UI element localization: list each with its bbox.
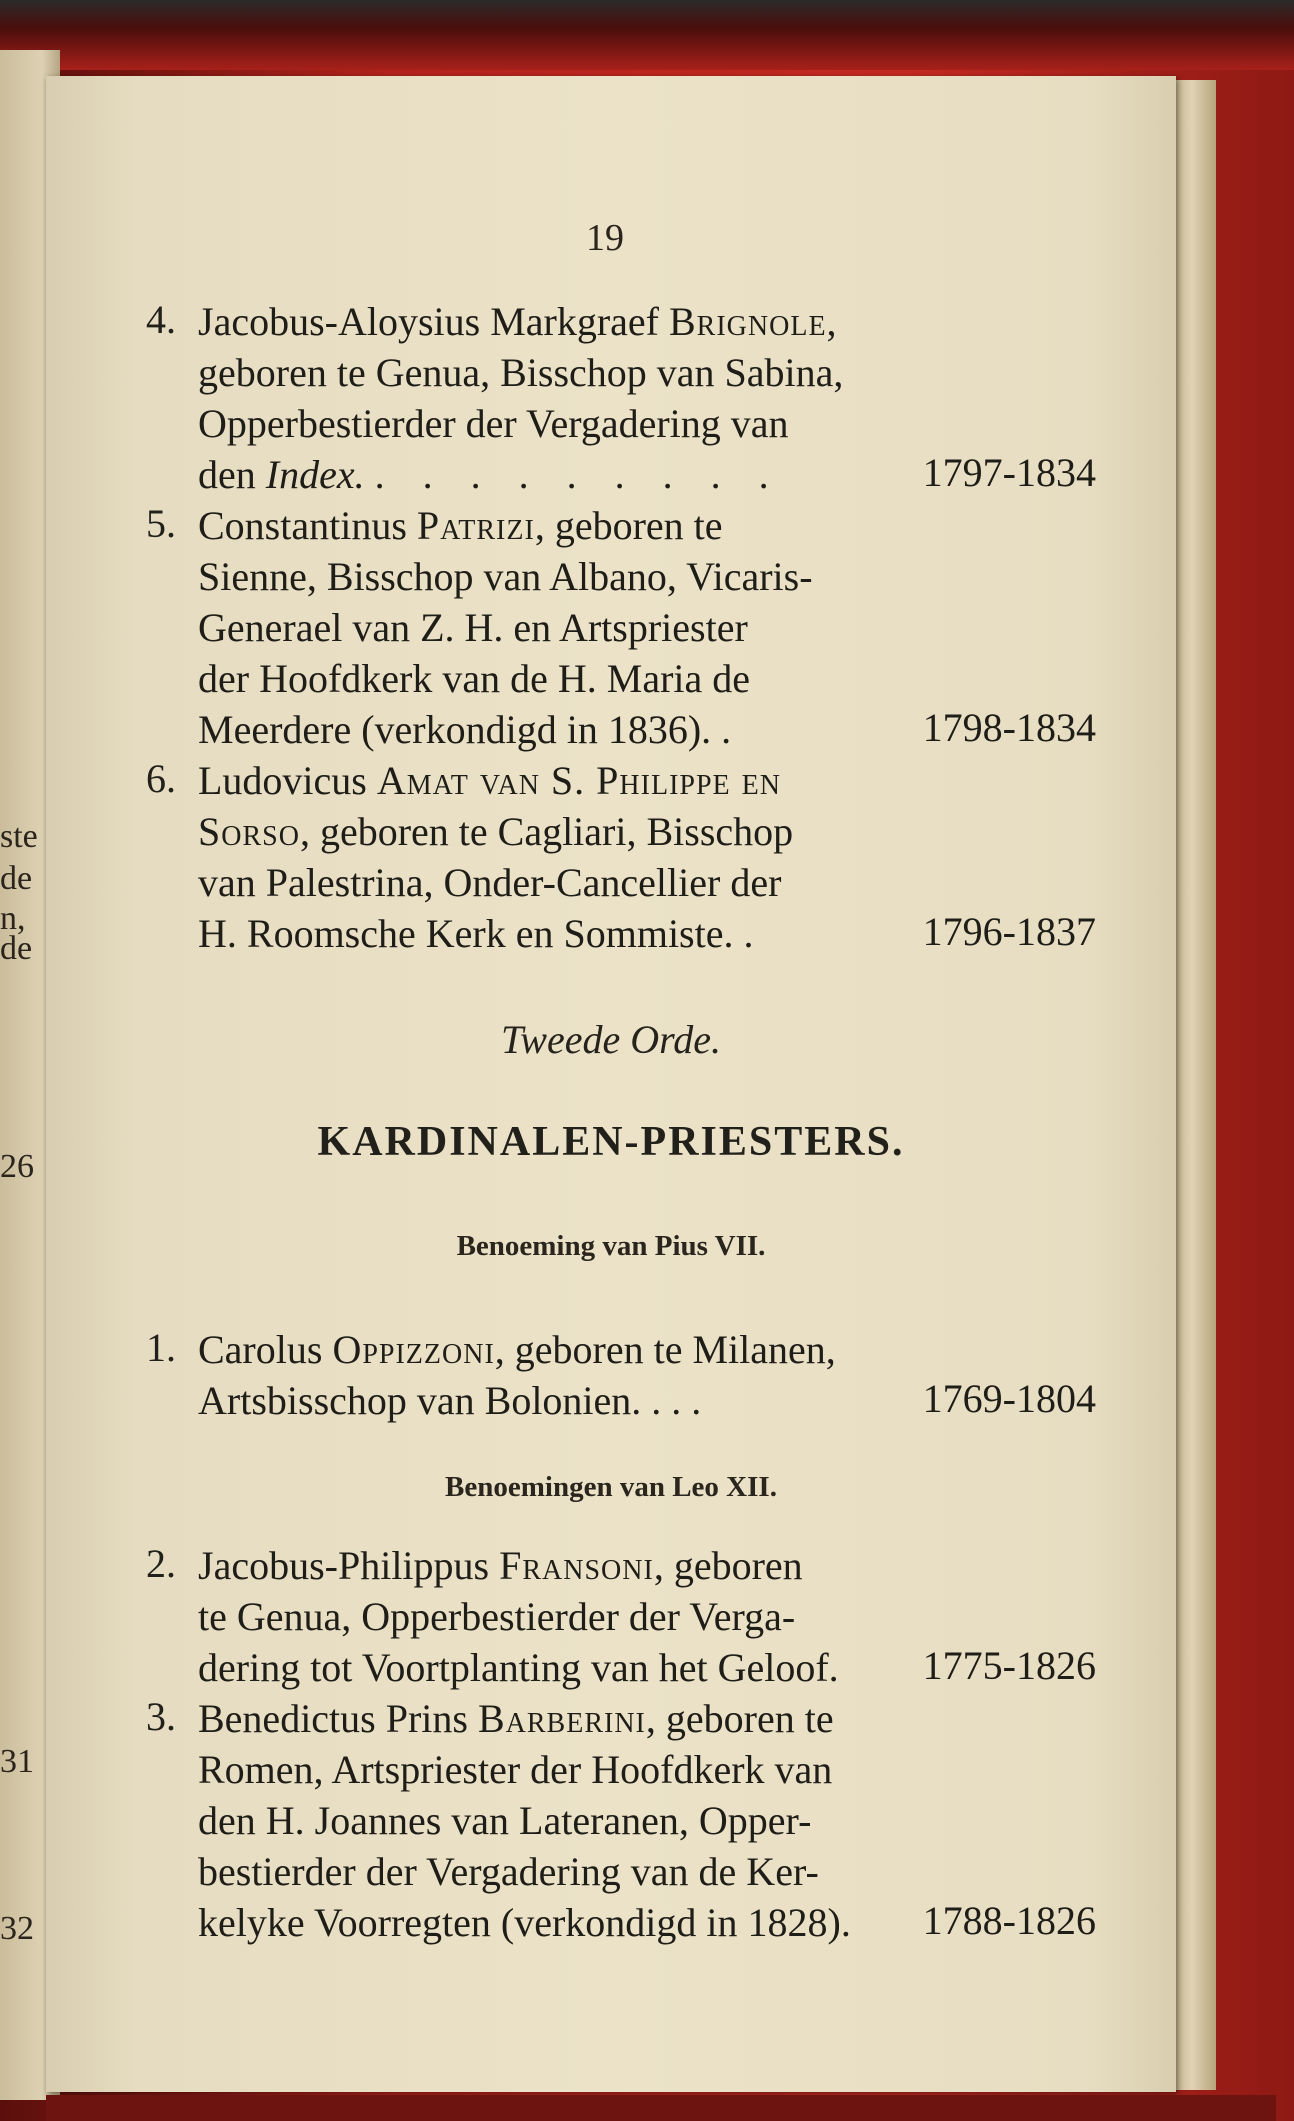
page-edge [1176,80,1216,2090]
entry-line: Generael van Z. H. en Artspriester [198,605,748,650]
entry-number: 1. [146,1325,176,1370]
page-number: 19 [586,217,624,259]
entry-line: der Hoofdkerk van de H. Maria de [198,656,751,701]
entry-line: te Genua, Opperbestierder der Verga- [198,1594,796,1639]
entry-years: 1796-1837 [922,909,1096,954]
prev-fragment: 31 [0,1743,34,1780]
entry-number: 2. [146,1541,176,1586]
entry-years: 1775-1826 [922,1643,1096,1688]
entry-line: kelyke Voorregten (verkondigd in 1828). [198,1900,851,1945]
entry-years: 1797-1834 [922,450,1096,495]
entry-number: 6. [146,756,176,801]
book-bottom-edge [46,2095,1276,2121]
entry-number: 5. [146,501,176,546]
book-page [46,76,1176,2092]
prev-fragment: n, [0,900,26,937]
entry-number: 3. [146,1694,176,1739]
entry-line: Jacobus-Aloysius Markgraef Brignole, [198,299,838,344]
entry-line: H. Roomsche Kerk en Sommiste. . [198,911,754,956]
entry-line: Constantinus Patrizi, geboren te [198,503,723,548]
entry-years: 1798-1834 [922,705,1096,750]
entry-line: Jacobus-Philippus Fransoni, geboren [198,1543,803,1588]
entry-line: Opperbestierder der Vergadering van [198,401,789,446]
entry-years: 1769-1804 [922,1376,1096,1421]
prev-fragment: 26 [0,1148,34,1185]
subheading: Benoemingen van Leo XII. [445,1471,777,1503]
prev-fragment: 32 [0,1910,34,1947]
entry-number: 4. [146,297,176,342]
list-item [146,1540,1096,1693]
entry-line: Sienne, Bisschop van Albano, Vicaris- [198,554,813,599]
entry-line: Artsbisschop van Bolonien. . . . [198,1378,702,1423]
entry-years: 1788-1826 [922,1898,1096,1943]
list-item [146,1324,1096,1426]
entry-line: dering tot Voortplanting van het Geloof. [198,1645,839,1690]
entry-line: bestierder der Vergadering van de Ker- [198,1849,819,1894]
entry-line: den Index. . . . . . . . . . [198,452,783,497]
list-item [146,500,1096,755]
list-item [146,755,1096,959]
entry-line: Romen, Artspriester der Hoofdkerk van [198,1747,833,1792]
subheading: Benoeming van Pius VII. [456,1230,766,1262]
prev-fragment: de [0,930,33,967]
entry-line: Benedictus Prins Barberini, geboren te [198,1696,834,1741]
prev-fragment: ste [0,818,38,855]
prev-fragment: de [0,860,33,897]
list-item [146,296,1096,500]
entry-line: Ludovicus Amat van S. Philippe en [198,758,781,803]
order-title: Tweede Orde. [501,1017,721,1062]
entry-line: van Palestrina, Onder-Cancellier der [198,860,782,905]
entry-line: Meerdere (verkondigd in 1836). . [198,707,732,752]
entry-line: Carolus Oppizzoni, geboren te Milanen, [198,1327,836,1372]
entry-line: den H. Joannes van Lateranen, Opper- [198,1798,812,1843]
list-item [146,1693,1096,1948]
entry-line: geboren te Genua, Bisschop van Sabina, [198,350,844,395]
entry-line: Sorso, geboren te Cagliari, Bisschop [198,809,794,854]
book-binding [0,0,1294,70]
section-title: KARDINALEN-PRIESTERS. [317,1119,905,1165]
